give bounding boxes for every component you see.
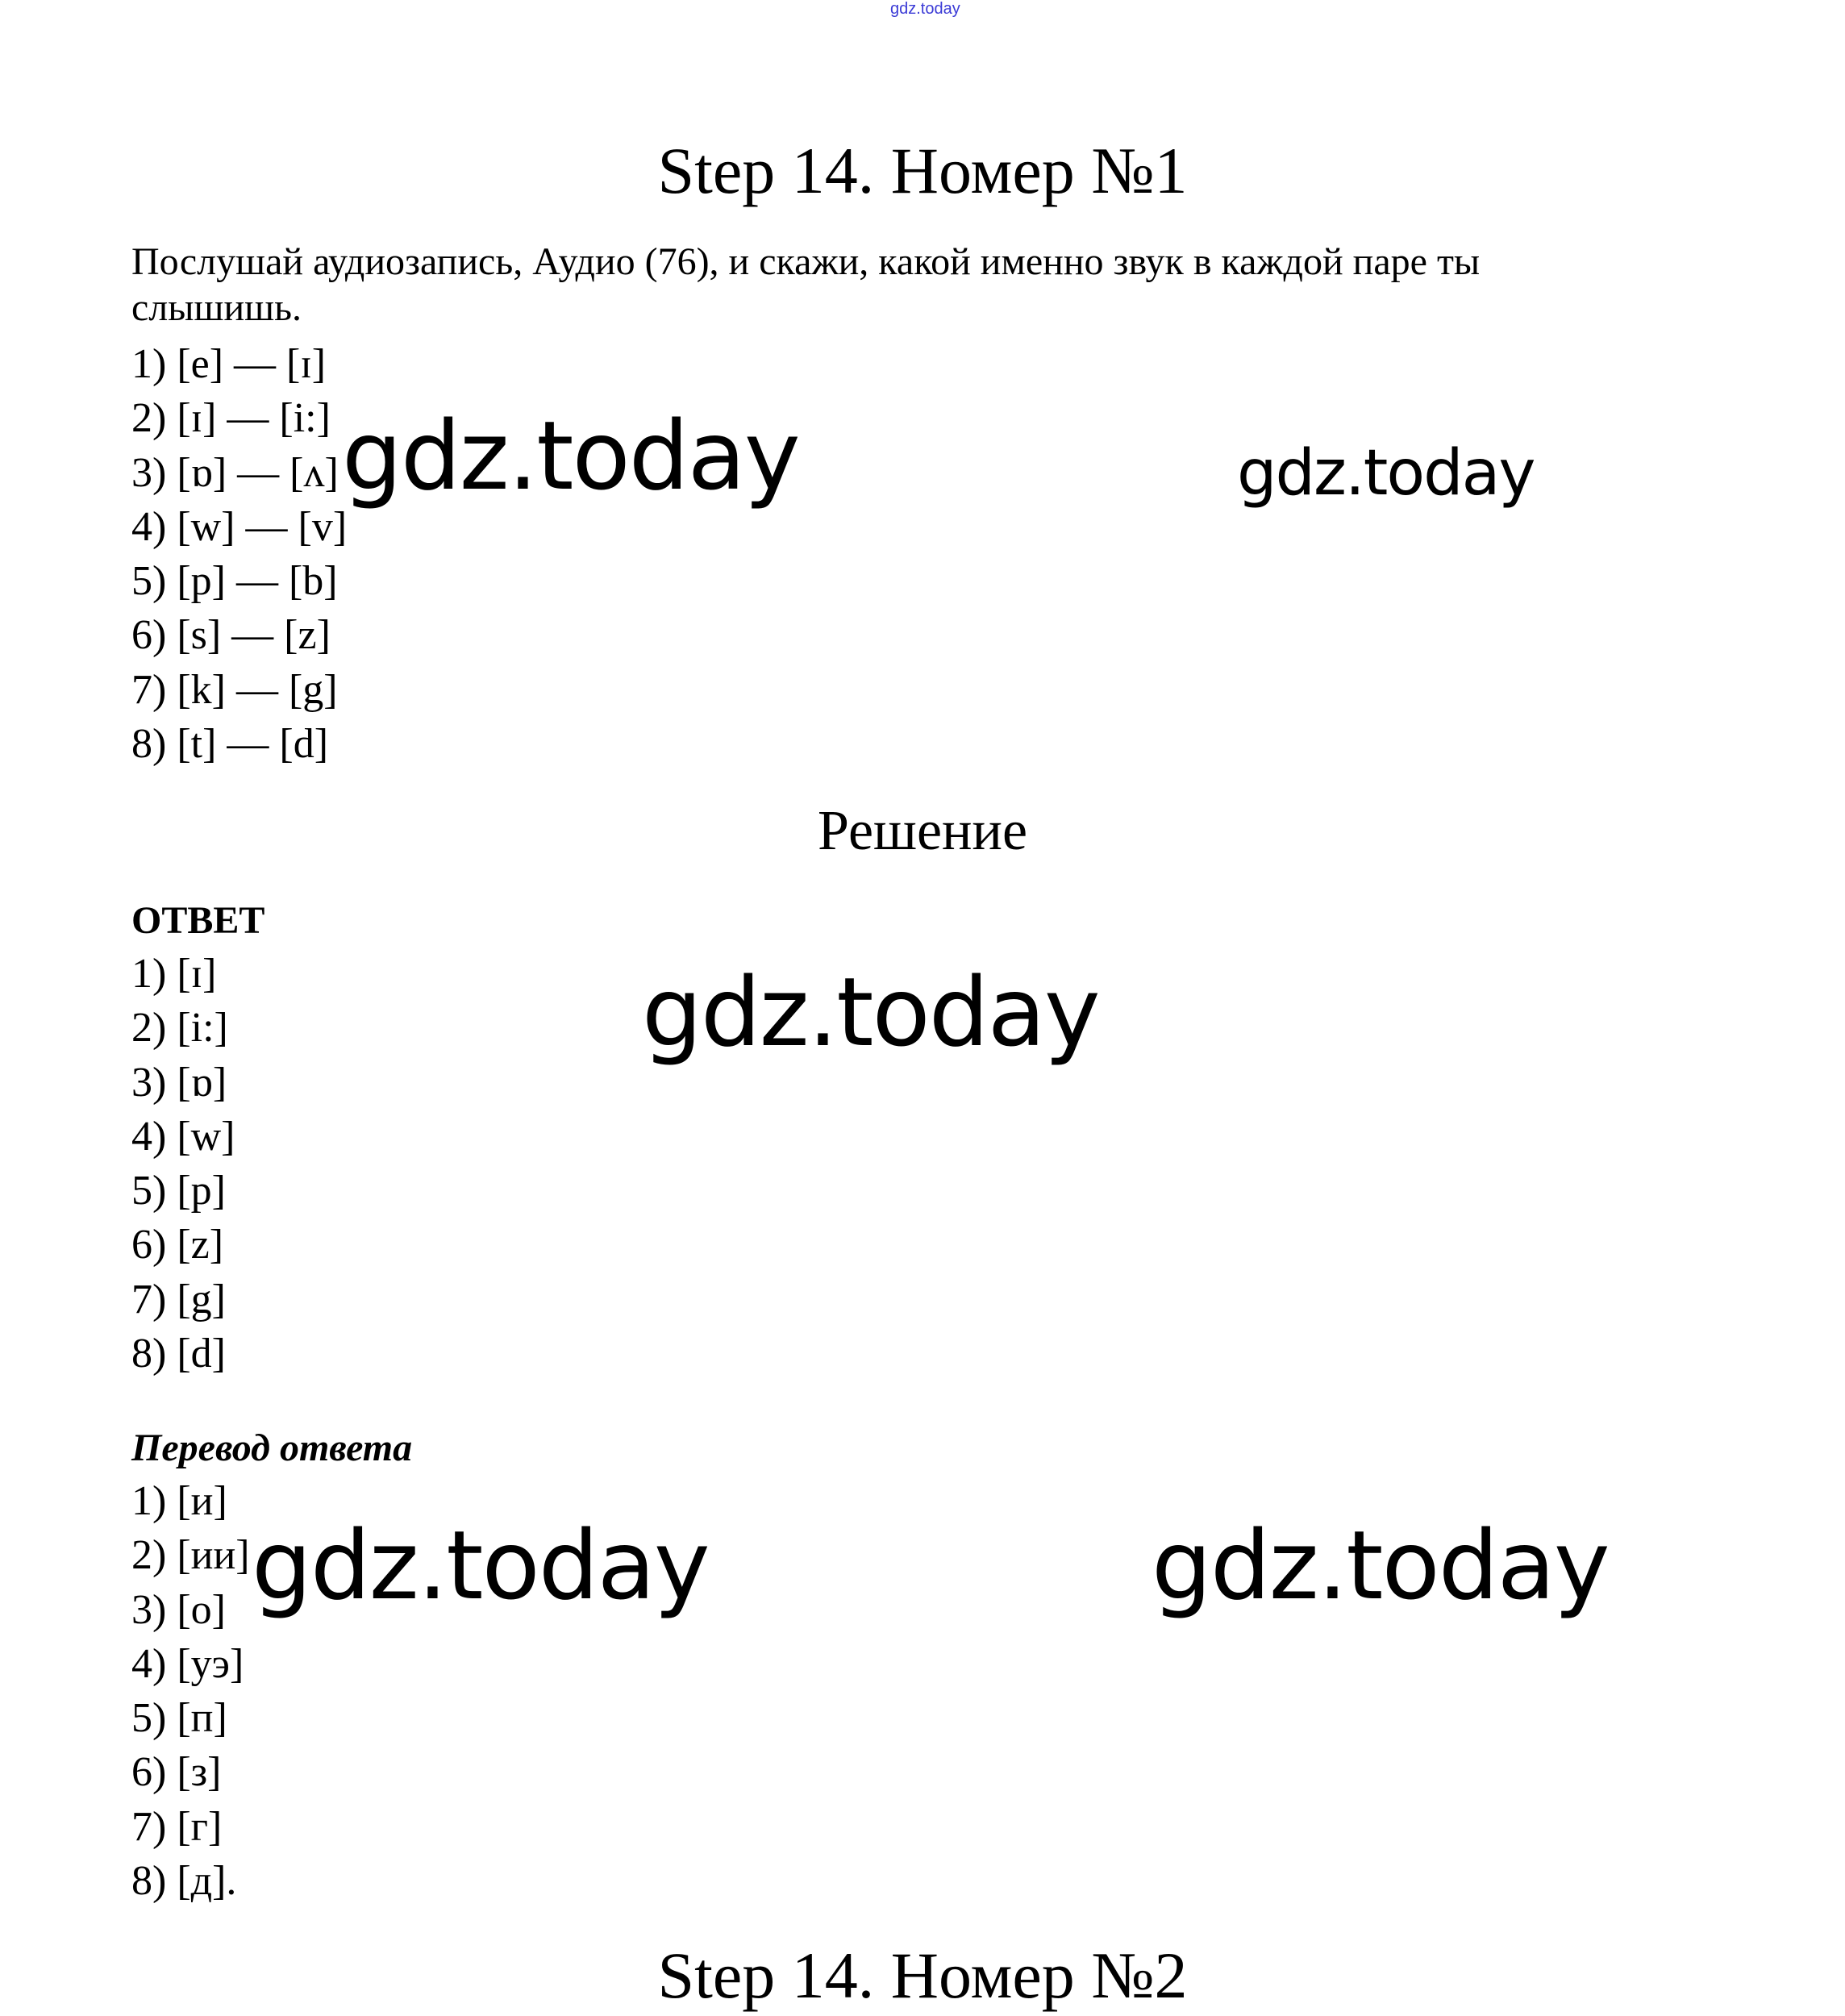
translations-list: [131, 1474, 250, 1908]
page-title: Step 14. Номер №1: [657, 134, 1188, 207]
translation-heading: Перевод ответа: [131, 1427, 413, 1469]
list-item: 4) [уэ]: [131, 1640, 244, 1687]
list-item: 5) [p]: [131, 1168, 226, 1214]
list-item: 7) [g]: [131, 1276, 226, 1322]
next-section-title: Step 14. Номер №2: [657, 1939, 1188, 2012]
list-item: 3) [ɒ] — [ʌ]: [131, 449, 339, 496]
watermark: gdz.today: [252, 1510, 709, 1621]
sound-pairs-list: [131, 337, 347, 771]
list-item: 8) [t] — [d]: [131, 721, 329, 768]
list-item: 7) [k] — [g]: [131, 666, 338, 713]
task-text: Послушай аудиозапись, Аудио (76), и скажи, какой именно звук в каждой паре ты слышишь.: [131, 240, 1481, 329]
list-item: 4) [w] — [v]: [131, 503, 348, 550]
list-item: 4) [w]: [131, 1113, 235, 1160]
list-item: 5) [p] — [b]: [131, 558, 338, 605]
list-item: 1) [и]: [131, 1478, 227, 1524]
list-item: 6) [з]: [131, 1749, 222, 1796]
list-item: 2) [i:]: [131, 1005, 228, 1052]
top-site-link[interactable]: gdz.today: [890, 0, 960, 18]
list-item: 1) [e] — [ɪ]: [131, 341, 327, 387]
list-item: 6) [s] — [z]: [131, 612, 331, 659]
watermark: gdz.today: [342, 400, 799, 511]
answer-heading: ОТВЕТ: [131, 899, 265, 942]
list-item: 2) [ɪ] — [i:]: [131, 395, 331, 442]
list-item: 3) [о]: [131, 1586, 226, 1633]
solution-heading: Решение: [817, 800, 1028, 862]
list-item: 1) [ɪ]: [131, 951, 217, 997]
list-item: 6) [z]: [131, 1222, 224, 1268]
list-item: 3) [ɒ]: [131, 1059, 227, 1106]
watermark: gdz.today: [1152, 1510, 1609, 1621]
list-item: 5) [п]: [131, 1695, 227, 1742]
list-item: 2) [ии]: [131, 1532, 250, 1579]
list-item: 7) [г]: [131, 1803, 223, 1850]
watermark: gdz.today: [642, 956, 1099, 1068]
list-item: 8) [d]: [131, 1331, 226, 1377]
answers-list: [131, 947, 235, 1381]
list-item: 8) [д].: [131, 1858, 237, 1905]
watermark: gdz.today: [1237, 437, 1535, 510]
